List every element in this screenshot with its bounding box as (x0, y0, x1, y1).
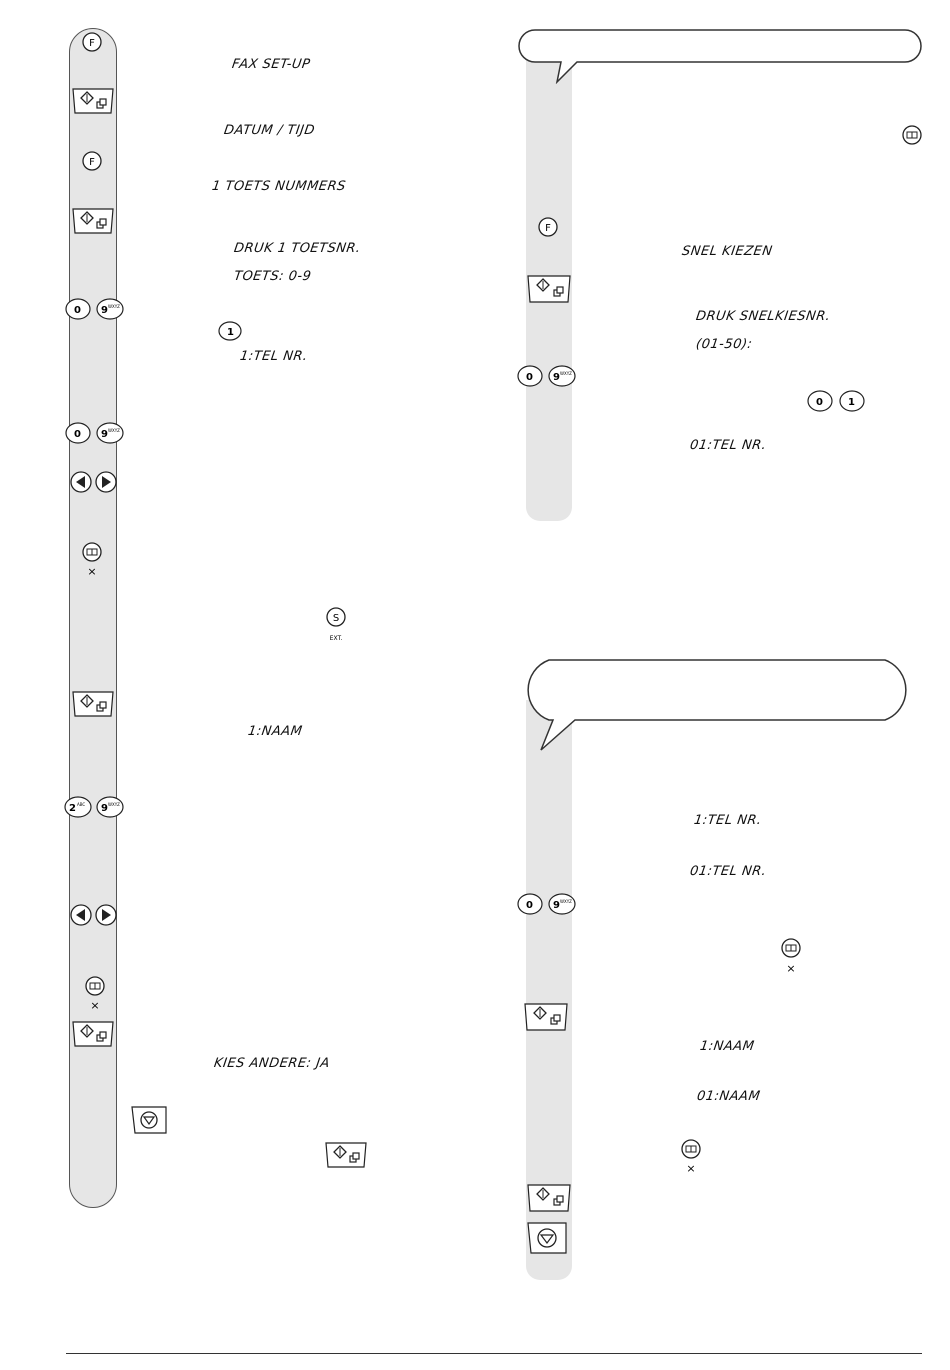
lcd-druk-snelkiesnr: DRUK SNELKIESNR. (694, 309, 832, 324)
start-copy-key-icon (323, 1140, 369, 1170)
keys-0-9-icon (64, 421, 126, 445)
key-1-icon (217, 320, 245, 342)
lcd-01-tel-nr: 01:TEL NR. (688, 864, 768, 879)
start-copy-key-icon (525, 273, 573, 305)
start-copy-key-icon (522, 1001, 570, 1033)
keys-0-9-icon (64, 297, 126, 321)
svg-text:×: × (786, 962, 796, 975)
function-key-icon (537, 216, 559, 238)
function-key-icon (81, 150, 103, 172)
phonebook-key-icon (84, 975, 106, 997)
lcd-snel-kiezen: SNEL KIEZEN (680, 244, 774, 259)
arrow-left-right-keys-icon (68, 903, 120, 927)
phonebook-key-icon (680, 1138, 702, 1160)
phonebook-key-icon (780, 937, 802, 959)
svg-text:1: 1 (848, 397, 855, 408)
cancel-mark-icon (85, 564, 99, 578)
start-copy-key-icon (525, 1182, 573, 1214)
lcd-datum-tijd: DATUM / TIJD (222, 123, 316, 138)
lcd-1-naam: 1:NAAM (246, 724, 304, 739)
svg-text:F: F (89, 157, 95, 168)
start-copy-key-icon (70, 206, 116, 236)
arrow-left-right-keys-icon (68, 470, 120, 494)
lcd-1-tel-nr: 1:TEL NR. (238, 349, 309, 364)
lcd-1-naam: 1:NAAM (698, 1039, 756, 1054)
lcd-range-01-50: (01-50): (694, 337, 754, 352)
keys-2-9-icon (64, 795, 126, 819)
lcd-toets-0-9: TOETS: 0-9 (232, 269, 313, 284)
svg-text:0: 0 (526, 900, 533, 911)
svg-text:2: 2 (69, 803, 76, 814)
svg-text:9: 9 (553, 900, 560, 911)
svg-text:WXYZ: WXYZ (108, 428, 120, 433)
svg-text:0: 0 (74, 305, 81, 316)
keys-0-9-icon (516, 364, 578, 388)
svg-text:0: 0 (816, 397, 823, 408)
svg-text:F: F (89, 38, 95, 49)
lcd-1-toets-nummers: 1 TOETS NUMMERS (210, 179, 347, 194)
lcd-1-tel-nr: 1:TEL NR. (692, 813, 763, 828)
svg-text:9: 9 (101, 803, 108, 814)
speech-bubble-top (515, 28, 925, 84)
function-key-icon (81, 31, 103, 53)
svg-text:×: × (87, 565, 97, 578)
svg-text:S: S (332, 613, 340, 624)
keys-0-9-icon (516, 892, 578, 916)
svg-text:9: 9 (553, 372, 560, 383)
start-copy-key-icon (70, 86, 116, 116)
svg-text:EXT.: EXT. (329, 635, 343, 642)
svg-text:1: 1 (227, 327, 234, 338)
speed-dial-ext-key-icon (323, 606, 349, 646)
svg-text:9: 9 (101, 305, 108, 316)
footer-rule (66, 1353, 922, 1354)
lcd-01-naam: 01:NAAM (695, 1089, 762, 1104)
speech-bubble-bottom (515, 658, 921, 754)
keys-0-1-icon (806, 389, 868, 413)
start-copy-key-icon (70, 689, 116, 719)
svg-text:9: 9 (101, 429, 108, 440)
stop-key-icon (128, 1104, 170, 1136)
stop-key-icon (524, 1220, 570, 1256)
svg-text:0: 0 (526, 372, 533, 383)
svg-text:F: F (545, 223, 551, 234)
lcd-druk-1-toetsnr: DRUK 1 TOETSNR. (232, 241, 362, 256)
svg-text:WXYZ: WXYZ (108, 304, 120, 309)
svg-text:ABC: ABC (77, 802, 86, 807)
svg-text:WXYZ: WXYZ (560, 899, 572, 904)
phonebook-key-icon (81, 541, 103, 563)
lcd-01-tel-nr: 01:TEL NR. (688, 438, 768, 453)
svg-text:WXYZ: WXYZ (560, 371, 572, 376)
cancel-mark-icon (784, 961, 798, 975)
cancel-mark-icon (684, 1161, 698, 1175)
lcd-fax-setup: FAX SET-UP (230, 57, 312, 72)
cancel-mark-icon (88, 998, 102, 1012)
svg-text:×: × (90, 999, 100, 1012)
phonebook-key-icon (901, 124, 923, 146)
lcd-kies-andere-ja: KIES ANDERE: JA (212, 1056, 331, 1071)
svg-text:0: 0 (74, 429, 81, 440)
svg-text:×: × (686, 1162, 696, 1175)
svg-text:WXYZ: WXYZ (108, 802, 120, 807)
start-copy-key-icon (70, 1019, 116, 1049)
